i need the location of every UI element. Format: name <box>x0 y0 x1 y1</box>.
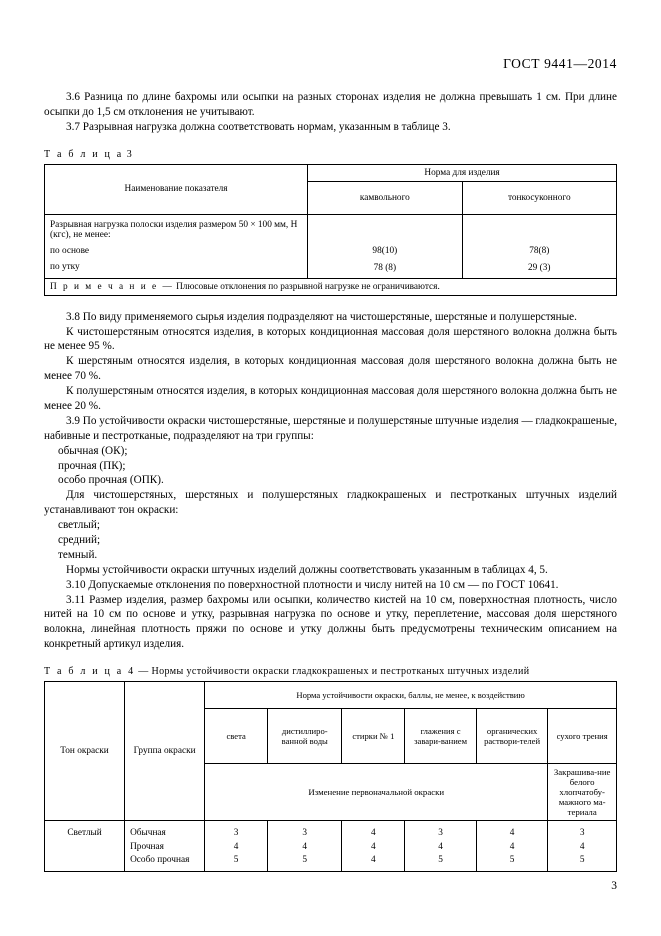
table-3-wrapper <box>44 164 617 296</box>
table-row <box>45 259 617 279</box>
table-3-header-kamvolny: камвольного <box>308 181 462 214</box>
table-row <box>45 821 617 871</box>
cell-value: 4 <box>302 841 308 852</box>
table-3-caption-number: 3 <box>126 148 133 160</box>
paragraph-ton-okraski: Для чистошерстяных, шерстяных и полушерстяных гладкокрашеных и пестротканых штучных изделий устанавливают тон окраски: <box>44 489 617 517</box>
table-4-header-group: Группа окраски <box>125 682 205 821</box>
table-4-col-organic-solvents: органических раствори-телей <box>476 709 548 764</box>
table-row <box>45 278 617 295</box>
table-3-note-label: П р и м е ч а н и е — <box>50 281 174 292</box>
cell-value: 4 <box>438 841 443 852</box>
table-4-values-water <box>268 821 342 871</box>
table-3-note <box>45 278 617 295</box>
list-item-obychnaya: обычная (ОК); <box>58 444 128 457</box>
cell-value: 5 <box>302 855 308 866</box>
table-3-caption-prefix: Т а б л и ц а <box>44 148 124 160</box>
list-item-osobo-prochnaya: особо прочная (ОПК). <box>58 474 164 487</box>
table-4-header-span: Норма устойчивости окраски, баллы, не менее, к воздействию <box>205 682 617 709</box>
intro-paragraphs <box>44 90 617 135</box>
table-row <box>45 243 617 259</box>
table-3-row-utok-tonko: 29 (3) <box>462 259 616 279</box>
table-4-values-sveta <box>205 821 268 871</box>
paragraph-3-6: 3.6 Разница по длине бахромы или осыпки на разных сторонах изделия не должна превышать 1 см. При длине осыпки до 1,5 см отклонения не учитывают. <box>44 91 617 118</box>
table-4-caption-prefix: Т а б л и ц а 4 <box>44 666 136 678</box>
list-item-sredny: средний; <box>58 534 101 547</box>
cell-value: 4 <box>371 841 376 852</box>
table-4-col-stirki: стирки № 1 <box>342 709 405 764</box>
table-4-values-glazheniya <box>405 821 477 871</box>
table-4-row-tone-svetly: Светлый <box>45 821 125 871</box>
cell-value: 3 <box>579 828 585 839</box>
list-item-temny: темный. <box>58 548 98 561</box>
table-4-group-prochnaya: Прочная <box>130 841 164 852</box>
list-item-prochnaya: прочная (ПК); <box>58 459 126 472</box>
table-4-caption <box>44 666 617 677</box>
table-3-note-text: Плюсовые отклонения по разрывной нагрузке не ограничиваются. <box>176 281 440 292</box>
table-3-row-utok-kamv: 78 (8) <box>308 259 462 279</box>
table-4-group-osobo-prochnaya: Особо прочная <box>130 855 190 866</box>
table-3-header-indicator: Наименование показателя <box>45 164 308 214</box>
paragraph-3-7: 3.7 Разрывная нагрузка должна соответствовать нормам, указанным в таблице 3. <box>66 120 451 133</box>
page-number: 3 <box>611 880 617 892</box>
paragraph-chistosherstyanye: К чистошерстяным относятся изделия, в которых кондиционная массовая доля шерстяного волокна должна быть не менее 95 %. <box>44 325 617 353</box>
cell-value: 4 <box>233 841 239 852</box>
table-4-change-label: Изменение первоначальной окраски <box>205 764 548 821</box>
list-item-svetly: светлый; <box>58 519 100 532</box>
cell-value: 3 <box>438 828 443 839</box>
table-3-row-osnova-label: по основе <box>45 243 308 259</box>
table-4-values-stirki <box>342 821 405 871</box>
table-4-col-dry-friction: сухого трения <box>548 709 617 764</box>
cell-value: 4 <box>509 828 515 839</box>
table-4 <box>44 681 617 871</box>
table-3-header-tonkosukonny: тонкосуконного <box>462 181 616 214</box>
cell-value: 3 <box>233 828 239 839</box>
cell-value: 4 <box>371 855 376 866</box>
table-4-row-groups <box>125 821 205 871</box>
cell-value: 4 <box>509 841 515 852</box>
table-4-values-solvents <box>476 821 548 871</box>
paragraph-polusherstyanye: К полушерстяным относятся изделия, в которых кондиционная массовая доля шерстяного волокна должна быть не менее 20 %. <box>44 385 617 413</box>
paragraph-3-8: 3.8 По виду применяемого сырья изделия подразделяют на чистошерстяные, шерстяные и полушерстяные. <box>66 310 577 323</box>
cell-value: 5 <box>438 855 443 866</box>
paragraph-3-11: 3.11 Размер изделия, размер бахромы или осыпки, количество кистей на 10 см, поверхностная плотность, число нитей на 10 см по основе и утку, разрывная нагрузка по основе и утку, переплетение, массовая доля шерстяного волокна, линейная плотность пряжи по основе и утку должны быть предусмотрены техническим описанием на конкретный артикул изделия. <box>44 593 617 651</box>
table-3-row-osnova-tonko: 78(8) <box>462 243 616 259</box>
page-header: ГОСТ 9441—2014 <box>503 56 617 71</box>
paragraph-3-10: 3.10 Допускаемые отклонения по поверхностной плотности и числу нитей на 10 см — по ГОСТ 10641. <box>66 578 559 591</box>
table-3-row-osnova-kamv: 98(10) <box>308 243 462 259</box>
cell-value: 5 <box>509 855 515 866</box>
table-4-col-sveta: света <box>205 709 268 764</box>
cell-value: 5 <box>233 855 239 866</box>
table-4-col-glazheniya: глажения с завари-ванием <box>405 709 477 764</box>
table-3-row-utok-label: по утку <box>45 259 308 279</box>
table-3-row-main-label: Разрывная нагрузка полоски изделия размером 50 × 100 мм, Н (кгс), не менее: <box>45 214 308 243</box>
table-3 <box>44 164 617 296</box>
table-4-group-obychnaya: Обычная <box>130 828 166 839</box>
table-row <box>45 214 617 243</box>
paragraph-normy-ustoychivosti: Нормы устойчивости окраски штучных изделий должны соответствовать указанным в таблицах 4, 5. <box>66 563 548 576</box>
table-3-header-norm: Норма для изделия <box>308 164 617 181</box>
table-4-values-friction <box>548 821 617 871</box>
table-row <box>45 164 617 181</box>
paragraph-3-9: 3.9 По устойчивости окраски чистошерстяные, шерстяные и полушерстяные штучные изделия — гладкокрашеные, набивные и пестротканые, подразделяют на три группы: <box>44 414 617 442</box>
cell-value: 5 <box>579 855 585 866</box>
table-4-header-tone: Тон окраски <box>45 682 125 821</box>
table-4-col-distilled-water: дистиллиро-ванной воды <box>268 709 342 764</box>
paragraph-sherstyanye: К шерстяным относятся изделия, в которых кондиционная массовая доля шерстяного волокна должна быть не менее 70 %. <box>44 355 617 383</box>
cell-value: 4 <box>371 828 376 839</box>
table-4-caption-text: — Нормы устойчивости окраски гладкокрашеных и пестротканых штучных изделий <box>138 666 530 678</box>
table-row <box>45 682 617 709</box>
cell-value: 3 <box>302 828 308 839</box>
table-3-caption <box>44 149 617 160</box>
section-3-8-to-3-11 <box>44 310 617 652</box>
table-4-change-label-last: Закрашива-ние белого хлопчатобу-мажного ма-териала <box>548 764 617 821</box>
cell-value: 4 <box>579 841 585 852</box>
